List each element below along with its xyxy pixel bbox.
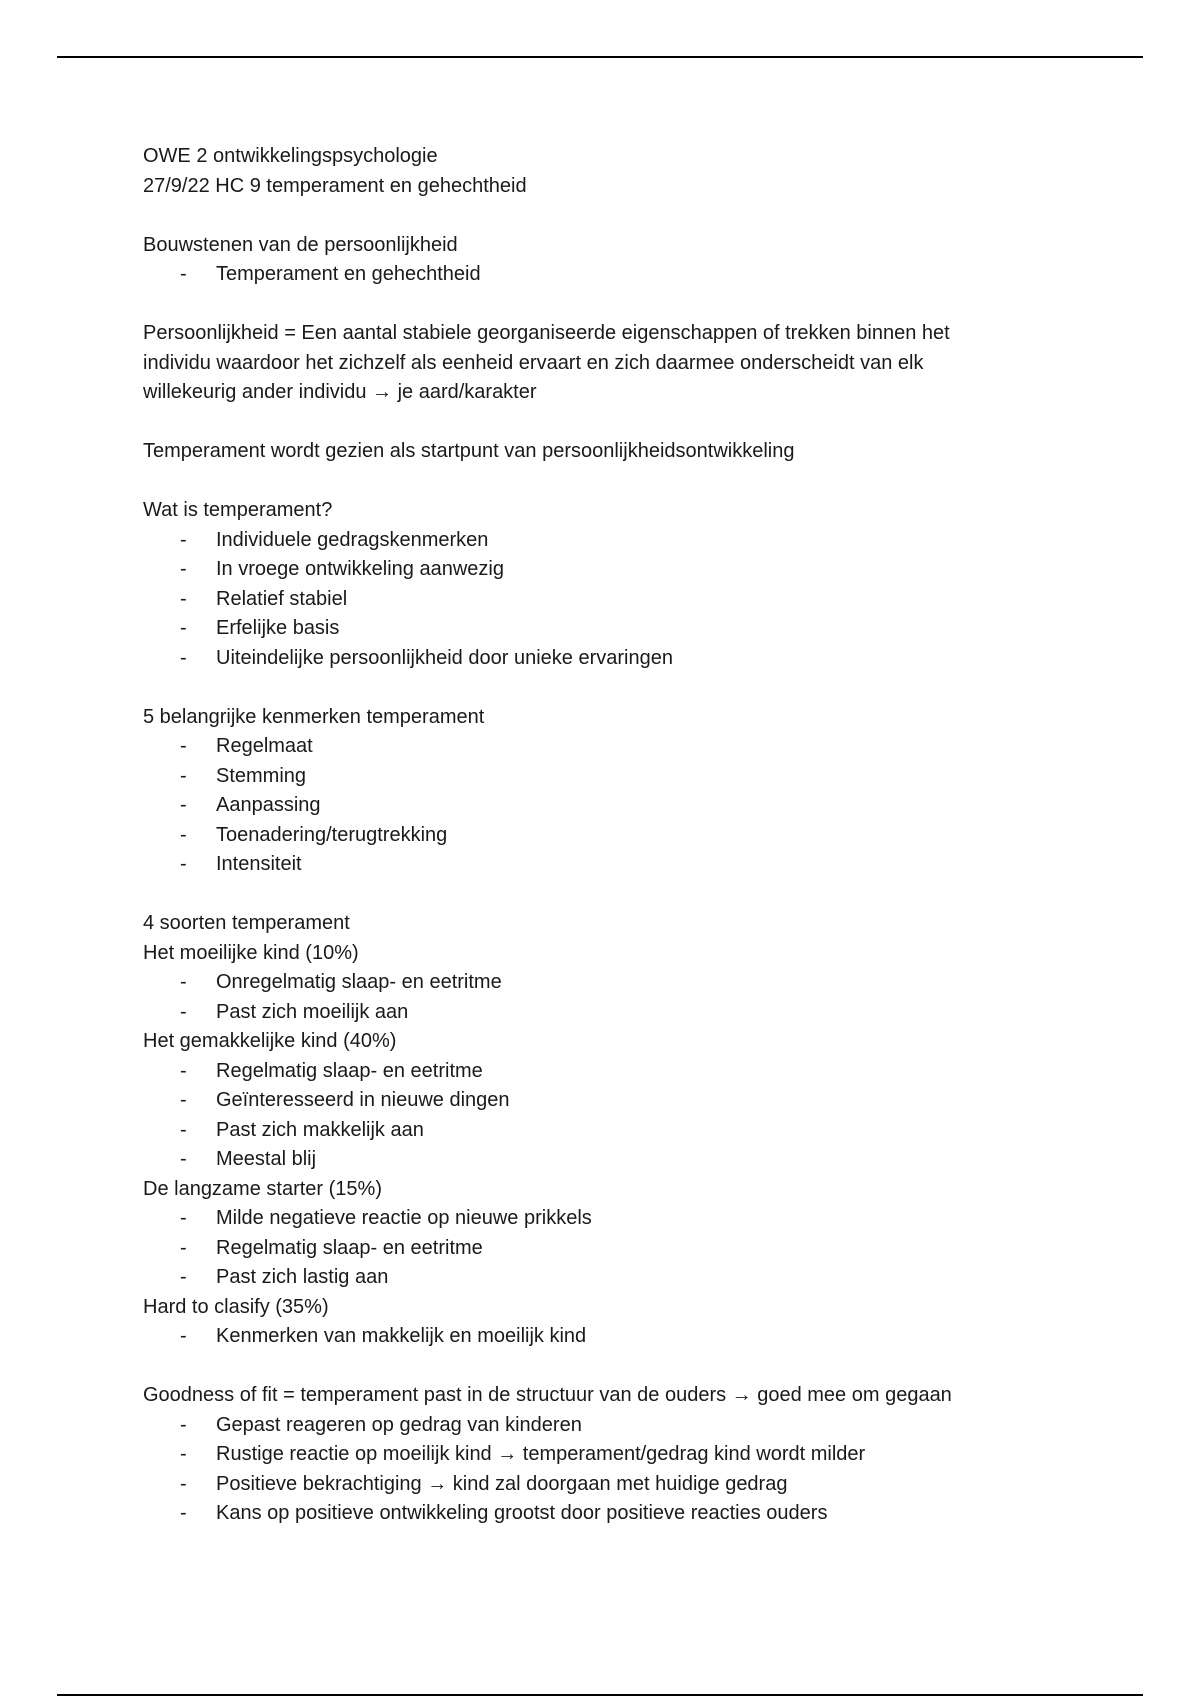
group-list-hard-to-clasify: [143, 1322, 1063, 1352]
list-item: - Regelmaat: [143, 732, 1063, 762]
list-item: - Gepast reageren op gedrag van kinderen: [143, 1411, 1063, 1441]
document-title: OWE 2 ontwikkelingspsychologie: [143, 145, 438, 167]
startpunt-paragraph: Temperament wordt gezien als startpunt van persoonlijkheidsontwikkeling: [143, 440, 795, 462]
section-heading-wat-is: Wat is temperament?: [143, 499, 333, 521]
section-heading-goodness-of-fit: Goodness of fit = temperament past in de structuur van de ouders → goed mee om gegaan: [143, 1384, 952, 1406]
list-item: - Onregelmatig slaap- en eetritme: [143, 968, 1063, 998]
kenmerken-list: [143, 732, 1063, 880]
section-heading-bouwstenen: Bouwstenen van de persoonlijkheid: [143, 233, 458, 256]
list-item: - Relatief stabiel: [143, 585, 1063, 615]
list-item: - Geïnteresseerd in nieuwe dingen: [143, 1086, 1063, 1116]
group-title-hard-to-clasify: Hard to clasify (35%): [143, 1295, 329, 1318]
group-title-gemakkelijk: Het gemakkelijke kind (40%): [143, 1030, 397, 1052]
group-title-moeilijk: Het moeilijke kind (10%): [143, 941, 359, 964]
section-heading-kenmerken: 5 belangrijke kenmerken temperament: [143, 705, 485, 728]
list-item: - Positieve bekrachtiging → kind zal doorgaan met huidige gedrag: [143, 1470, 1063, 1500]
list-item: - Aanpassing: [143, 791, 1063, 821]
list-item: - Uiteindelijke persoonlijkheid door unieke ervaringen: [143, 644, 1063, 674]
persoonlijkheid-line-2: individu waardoor het zichzelf als eenheid ervaart en zich daarmee onderscheidt van elk: [143, 351, 924, 374]
list-item: - Kans op positieve ontwikkeling grootst door positieve reacties ouders: [143, 1499, 1063, 1529]
list-item: - Erfelijke basis: [143, 614, 1063, 644]
group-list-langzaam: [143, 1204, 1063, 1293]
list-item: - Kenmerken van makkelijk en moeilijk kind: [143, 1322, 1063, 1352]
document-subtitle: 27/9/22 HC 9 temperament en gehechtheid: [143, 174, 527, 197]
top-page-rule: [57, 56, 1143, 58]
section-heading-soorten: 4 soorten temperament: [143, 912, 350, 934]
wat-is-list: [143, 526, 1063, 674]
list-item: - In vroege ontwikkeling aanwezig: [143, 555, 1063, 585]
list-item: - Regelmatig slaap- en eetritme: [143, 1234, 1063, 1264]
list-item: - Temperament en gehechtheid: [143, 260, 1063, 290]
group-list-gemakkelijk: [143, 1057, 1063, 1175]
list-item: - Rustige reactie op moeilijk kind → temperament/gedrag kind wordt milder: [143, 1440, 1063, 1470]
list-item: - Regelmatig slaap- en eetritme: [143, 1057, 1063, 1087]
list-item: - Intensiteit: [143, 850, 1063, 880]
list-item: - Milde negatieve reactie op nieuwe prikkels: [143, 1204, 1063, 1234]
group-title-langzaam: De langzame starter (15%): [143, 1177, 382, 1200]
list-item: - Individuele gedragskenmerken: [143, 526, 1063, 556]
list-item: - Stemming: [143, 762, 1063, 792]
list-item: - Past zich moeilijk aan: [143, 998, 1063, 1028]
list-item: - Toenadering/terugtrekking: [143, 821, 1063, 851]
list-item: - Past zich lastig aan: [143, 1263, 1063, 1293]
list-item: - Past zich makkelijk aan: [143, 1116, 1063, 1146]
bottom-page-rule: [57, 1694, 1143, 1696]
persoonlijkheid-line-1: Persoonlijkheid = Een aantal stabiele georganiseerde eigenschappen of trekken binnen het: [143, 322, 950, 344]
group-list-moeilijk: [143, 968, 1063, 1027]
persoonlijkheid-line-3: willekeurig ander individu → je aard/karakter: [143, 381, 537, 403]
goodness-of-fit-list: [143, 1411, 1063, 1529]
bouwstenen-list: [143, 260, 1063, 290]
document-body: [143, 142, 1063, 1529]
list-item: - Meestal blij: [143, 1145, 1063, 1175]
